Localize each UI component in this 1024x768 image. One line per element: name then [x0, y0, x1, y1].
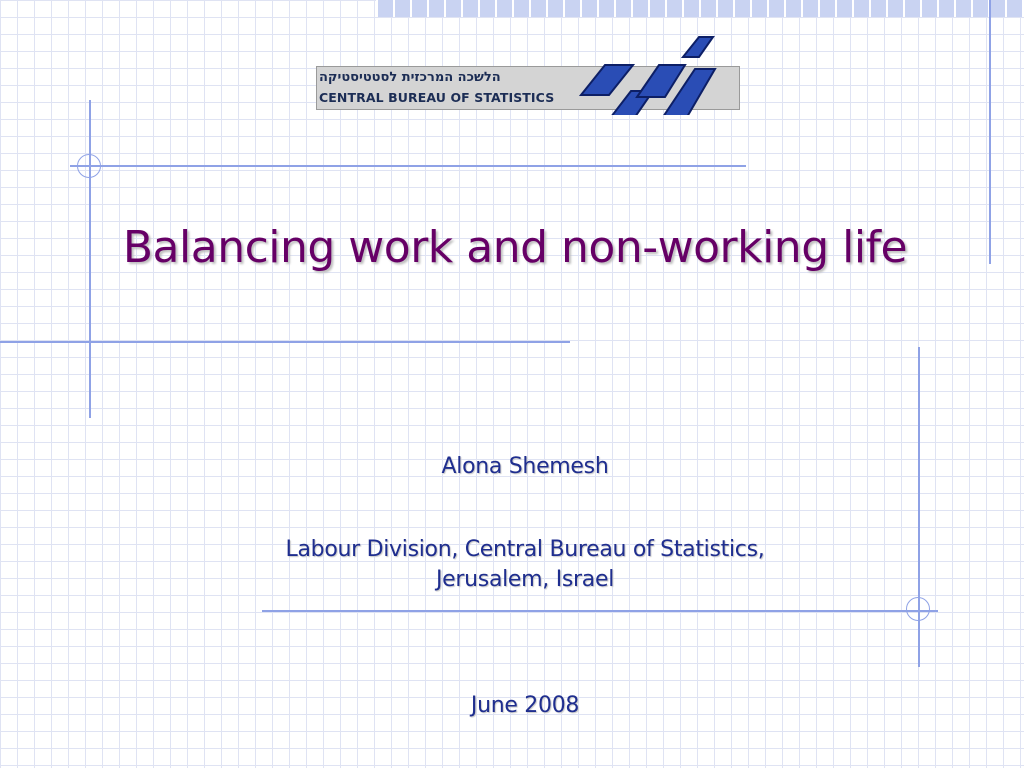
- lower-horizontal-rule: [262, 610, 938, 612]
- upper-left-circle-ornament: [77, 154, 101, 178]
- logo-hebrew-text: הלשכה המרכזית לסטטיסטיקה: [319, 70, 501, 85]
- upper-horizontal-rule: [70, 165, 746, 167]
- affiliation-line-1: Labour Division, Central Bureau of Statistics,: [285, 537, 765, 562]
- cbs-logo: [316, 66, 740, 110]
- affiliation-line-2: Jerusalem, Israel: [435, 567, 615, 592]
- cbs-emblem-icon: [575, 35, 725, 115]
- lower-right-circle-ornament: [906, 597, 930, 621]
- logo-english-text: CENTRAL BUREAU OF STATISTICS: [319, 90, 555, 105]
- presentation-date: June 2008: [470, 693, 580, 718]
- affiliation: [200, 535, 850, 595]
- right-top-vertical-rule: [989, 0, 991, 264]
- author-name: Alona Shemesh: [441, 454, 609, 479]
- slide-title: Balancing work and non-working life: [122, 222, 908, 273]
- top-decorative-band: [376, 0, 1024, 17]
- middle-horizontal-rule: [0, 341, 570, 343]
